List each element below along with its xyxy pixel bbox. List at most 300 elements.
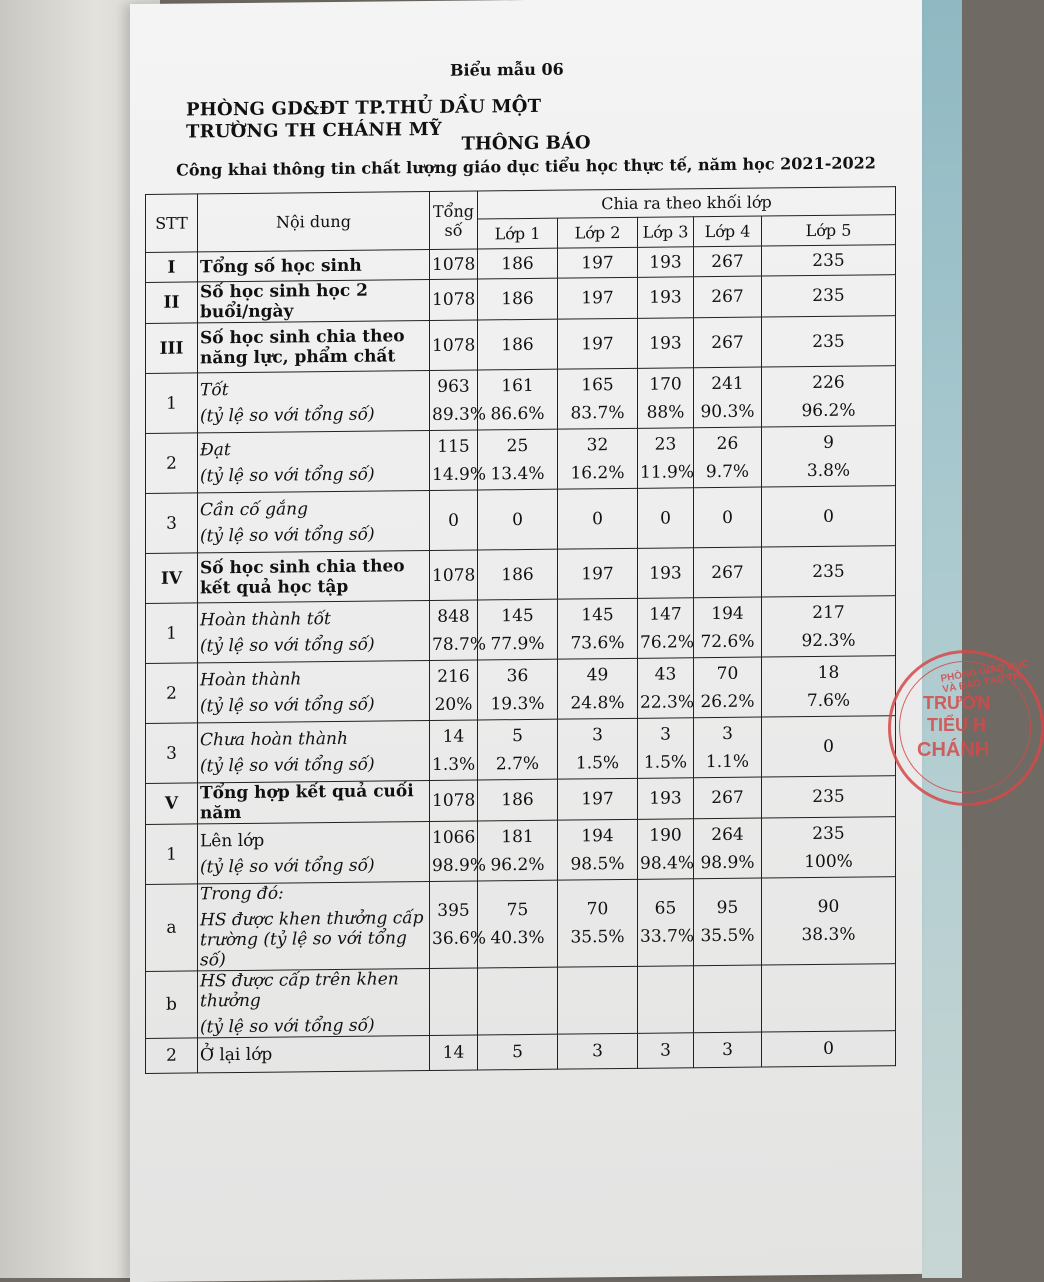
table-row	[146, 366, 896, 434]
row-label: HS được cấp trên khen thưởng	[200, 969, 427, 1011]
row-stt: IV	[146, 553, 198, 604]
cell-value: 70	[696, 663, 759, 684]
row-grade-value	[694, 367, 762, 428]
cell-value: 0	[764, 1038, 893, 1059]
row-note: (tỷ lệ so với tổng số)	[200, 694, 427, 716]
row-content	[198, 661, 430, 723]
row-grade-value	[638, 718, 694, 779]
row-total	[430, 720, 478, 781]
cell-value: 267	[696, 251, 759, 272]
row-grade-value	[558, 658, 638, 719]
header-grade: Lớp 3	[638, 217, 694, 248]
cell-value: 165	[560, 374, 635, 395]
header-group: Chia ra theo khối lớp	[478, 187, 896, 219]
cell-value: 3	[560, 724, 635, 745]
row-grade-value	[762, 877, 896, 965]
cell-value: 14	[432, 726, 475, 746]
row-grade-value	[762, 546, 896, 597]
row-grade-value	[478, 880, 558, 968]
cell-value: 161	[480, 375, 555, 396]
cell-percent: 35.5%	[696, 926, 759, 947]
row-grade-value	[694, 818, 762, 879]
row-grade-value	[558, 819, 638, 880]
cell-value: 90	[764, 896, 893, 917]
cell-value: 235	[764, 823, 893, 844]
cell-value: 1078	[432, 290, 475, 310]
row-grade-value	[638, 318, 694, 369]
org-school: TRƯỜNG TH CHÁNH MỸ	[186, 119, 442, 143]
cell-value: 145	[480, 605, 555, 626]
cell-value: 1078	[432, 335, 475, 355]
cell-percent: 13.4%	[480, 463, 555, 484]
cell-value: 1066	[432, 827, 475, 847]
row-content	[198, 1036, 430, 1073]
cell-value: 186	[480, 289, 555, 310]
row-stt: 1	[146, 603, 198, 664]
cell-value: 197	[560, 563, 635, 584]
row-grade-value	[558, 368, 638, 429]
form-code: Biểu mẫu 06	[450, 60, 564, 80]
cell-value: 95	[696, 898, 759, 919]
row-grade-value	[478, 369, 558, 430]
row-content	[198, 321, 430, 373]
row-grade-value	[694, 547, 762, 598]
document-page	[130, 0, 922, 1282]
cell-value: 0	[764, 736, 893, 757]
cell-value: 3	[696, 723, 759, 744]
cell-value: 395	[432, 901, 475, 921]
row-stt: 2	[146, 433, 198, 494]
cell-value: 36	[480, 665, 555, 686]
row-total	[430, 550, 478, 601]
row-total	[430, 881, 478, 969]
header-stt: STT	[146, 194, 198, 253]
table-body	[146, 245, 896, 1074]
row-grade-value	[762, 776, 896, 818]
cell-value: 235	[764, 250, 893, 271]
cell-value: 197	[560, 333, 635, 354]
table-row	[146, 817, 896, 885]
desk-background	[922, 0, 962, 1278]
cell-percent: 96.2%	[764, 400, 893, 421]
row-grade-value	[478, 599, 558, 660]
cell-percent: 24.8%	[560, 692, 635, 713]
quality-table	[145, 186, 896, 1074]
table-row	[146, 596, 896, 664]
row-total	[430, 430, 478, 491]
row-grade-value	[694, 487, 762, 548]
row-note: (tỷ lệ so với tổng số)	[200, 524, 427, 546]
cell-value	[764, 997, 893, 998]
row-grade-value	[478, 278, 558, 320]
cell-value: 145	[560, 604, 635, 625]
row-grade-value	[638, 247, 694, 278]
row-content	[198, 551, 430, 603]
cell-percent: 1.5%	[640, 752, 691, 773]
table-row	[146, 716, 896, 784]
cell-value: 1078	[432, 254, 475, 274]
cell-value: 963	[432, 376, 475, 396]
table-row	[146, 316, 896, 374]
cell-percent: 78.7%	[432, 634, 475, 654]
cell-value: 14	[432, 1043, 475, 1063]
cell-percent: 1.1%	[696, 751, 759, 772]
table-row	[146, 426, 896, 494]
cell-value: 0	[764, 506, 893, 527]
row-content	[198, 371, 430, 433]
cell-value: 23	[640, 434, 691, 455]
row-grade-value	[762, 316, 896, 367]
cell-percent: 19.3%	[480, 693, 555, 714]
cell-value	[560, 1000, 635, 1001]
cell-percent: 14.9%	[432, 464, 475, 484]
stamp-line: TRƯỜN	[923, 693, 990, 714]
page-title: THÔNG BÁO	[130, 129, 922, 158]
row-grade-value	[762, 964, 896, 1032]
row-label: Số học sinh chia theo kết quả học tập	[200, 556, 427, 598]
row-total	[430, 1035, 478, 1071]
cell-value: 193	[640, 287, 691, 308]
cell-value: 264	[696, 824, 759, 845]
row-total	[430, 279, 478, 321]
row-grade-value	[478, 659, 558, 720]
row-grade-value	[694, 246, 762, 277]
row-grade-value	[558, 1033, 638, 1069]
cell-value: 0	[480, 509, 555, 530]
cell-value: 267	[696, 332, 759, 353]
row-grade-value	[558, 966, 638, 1034]
cell-value: 190	[640, 825, 691, 846]
cell-percent: 7.6%	[764, 690, 893, 711]
header-grade: Lớp 2	[558, 217, 638, 248]
row-grade-value	[558, 879, 638, 967]
cell-value	[640, 999, 691, 1000]
row-grade-value	[638, 966, 694, 1034]
cell-value: 193	[640, 563, 691, 584]
cell-percent: 98.9%	[696, 852, 759, 873]
row-content	[198, 431, 430, 493]
cell-value: 241	[696, 373, 759, 394]
cell-value: 197	[560, 252, 635, 273]
row-stt: b	[146, 971, 198, 1039]
cell-value: 186	[480, 564, 555, 585]
cell-value: 1078	[432, 791, 475, 811]
cell-value: 197	[560, 789, 635, 810]
org-department: PHÒNG GD&ĐT TP.THỦ DẦU MỘT	[186, 96, 541, 121]
header-content: Nội dung	[198, 192, 430, 252]
cell-value: 0	[640, 508, 691, 529]
cell-percent: 76.2%	[640, 632, 691, 653]
row-grade-value	[762, 1031, 896, 1067]
cell-value: 9	[764, 432, 893, 453]
cell-percent: 11.9%	[640, 462, 691, 483]
row-grade-value	[762, 426, 896, 487]
row-grade-value	[558, 428, 638, 489]
row-grade-value	[762, 366, 896, 427]
cell-value: 115	[432, 436, 475, 456]
row-total	[430, 490, 478, 551]
row-content	[198, 280, 430, 323]
cell-value: 197	[560, 288, 635, 309]
cell-value: 193	[640, 333, 691, 354]
cell-value: 186	[480, 253, 555, 274]
row-note: (tỷ lệ so với tổng số)	[200, 855, 427, 877]
cell-value: 267	[696, 562, 759, 583]
cell-percent: 98.5%	[560, 853, 635, 874]
cell-value: 18	[764, 662, 893, 683]
cell-percent: 96.2%	[480, 854, 555, 875]
row-stt: 2	[146, 663, 198, 724]
cell-percent: 38.3%	[764, 924, 893, 945]
cell-percent: 33.7%	[640, 926, 691, 947]
row-grade-value	[762, 486, 896, 547]
row-label: Đạt	[200, 438, 427, 460]
row-label: Tổng số học sinh	[200, 255, 427, 277]
row-grade-value	[478, 549, 558, 600]
cell-percent: 22.3%	[640, 692, 691, 713]
row-grade-value	[638, 488, 694, 549]
cell-percent: 1.5%	[560, 752, 635, 773]
row-grade-value	[558, 548, 638, 599]
row-grade-value	[558, 778, 638, 820]
cell-value: 147	[640, 604, 691, 625]
row-grade-value	[558, 488, 638, 549]
row-grade-value	[638, 658, 694, 719]
cell-value: 32	[560, 434, 635, 455]
row-label: Lên lớp	[200, 829, 427, 851]
cell-value: 194	[696, 603, 759, 624]
row-grade-value	[478, 429, 558, 490]
row-grade-value	[638, 819, 694, 880]
row-content	[198, 721, 430, 783]
row-note: (tỷ lệ so với tổng số)	[200, 754, 427, 776]
row-total	[430, 968, 478, 1036]
row-content	[198, 491, 430, 553]
cell-percent: 72.6%	[696, 631, 759, 652]
row-grade-value	[478, 1034, 558, 1070]
row-label: Hoàn thành	[200, 668, 427, 690]
row-grade-value	[694, 427, 762, 488]
cell-value: 3	[640, 1040, 691, 1061]
row-total	[430, 660, 478, 721]
table-row	[146, 546, 896, 604]
cell-value: 65	[640, 898, 691, 919]
table-row	[146, 877, 896, 972]
cell-value: 0	[560, 508, 635, 529]
row-total	[430, 600, 478, 661]
cell-value: 75	[480, 900, 555, 921]
row-stt: 1	[146, 824, 198, 885]
cell-value: 235	[764, 561, 893, 582]
row-grade-value	[762, 245, 896, 276]
row-label: Chưa hoàn thành	[200, 728, 427, 750]
header-grade: Lớp 5	[762, 215, 896, 246]
cell-value: 193	[640, 252, 691, 273]
row-content	[198, 781, 430, 824]
row-total	[430, 780, 478, 822]
row-stt: 3	[146, 493, 198, 554]
cell-value: 194	[560, 825, 635, 846]
cell-value: 3	[640, 724, 691, 745]
row-grade-value	[638, 598, 694, 659]
row-content	[198, 250, 430, 282]
row-total	[430, 370, 478, 431]
row-grade-value	[478, 489, 558, 550]
row-stt: I	[146, 252, 198, 283]
table-row	[146, 656, 896, 724]
cell-value: 0	[432, 510, 475, 530]
row-grade-value	[638, 277, 694, 319]
cell-value: 186	[480, 334, 555, 355]
row-note: (tỷ lệ so với tổng số)	[200, 464, 427, 486]
row-note: (tỷ lệ so với tổng số)	[200, 1015, 427, 1037]
cell-value: 216	[432, 666, 475, 686]
cell-percent: 83.7%	[560, 402, 635, 423]
row-content	[198, 601, 430, 663]
table-row	[146, 1031, 896, 1074]
row-content	[198, 822, 430, 884]
cell-percent: 2.7%	[480, 753, 555, 774]
row-note: HS được khen thưởng cấp trường (tỷ lệ so với tổng số)	[200, 908, 427, 970]
header-total: Tổng số	[430, 191, 478, 250]
cell-percent: 26.2%	[696, 691, 759, 712]
row-grade-value	[638, 778, 694, 820]
cell-value: 235	[764, 331, 893, 352]
stamp-line: TIỂU H	[927, 715, 986, 736]
cell-value: 226	[764, 372, 893, 393]
row-label: Tổng hợp kết quả cuối năm	[200, 781, 427, 823]
cell-value: 5	[480, 725, 555, 746]
row-grade-value	[478, 319, 558, 370]
cell-value: 0	[696, 507, 759, 528]
row-grade-value	[694, 965, 762, 1033]
row-grade-value	[694, 777, 762, 819]
row-grade-value	[762, 716, 896, 777]
row-total	[430, 249, 478, 280]
row-grade-value	[694, 717, 762, 778]
cell-value: 5	[480, 1042, 555, 1063]
row-grade-value	[558, 718, 638, 779]
row-label: Ở lại lớp	[200, 1043, 427, 1065]
row-grade-value	[762, 656, 896, 717]
cell-percent: 16.2%	[560, 462, 635, 483]
cell-percent: 90.3%	[696, 401, 759, 422]
cell-value: 267	[696, 788, 759, 809]
cell-value: 1078	[432, 565, 475, 585]
cell-percent: 20%	[432, 694, 475, 714]
row-grade-value	[762, 596, 896, 657]
row-total	[430, 320, 478, 371]
cell-percent: 77.9%	[480, 633, 555, 654]
row-grade-value	[694, 276, 762, 318]
stamp-arc-text: PHÒNG GIÁO DỤC VÀ ĐÀO TẠO TP.	[940, 656, 1042, 695]
cell-percent: 1.3%	[432, 754, 475, 774]
row-grade-value	[478, 820, 558, 881]
cell-value: 235	[764, 285, 893, 306]
cell-value: 43	[640, 664, 691, 685]
row-stt: 2	[146, 1038, 198, 1074]
cell-value: 193	[640, 788, 691, 809]
header-grade: Lớp 4	[694, 216, 762, 247]
row-grade-value	[762, 817, 896, 878]
row-grade-value	[694, 1032, 762, 1068]
row-grade-value	[558, 247, 638, 278]
cell-value: 848	[432, 606, 475, 626]
cell-percent: 92.3%	[764, 630, 893, 651]
cell-percent: 98.9%	[432, 855, 475, 875]
row-stt: II	[146, 282, 198, 324]
row-note: (tỷ lệ so với tổng số)	[200, 404, 427, 426]
row-grade-value	[694, 657, 762, 718]
cell-percent: 9.7%	[696, 461, 759, 482]
cell-percent: 73.6%	[560, 632, 635, 653]
cell-value: 70	[560, 899, 635, 920]
cell-percent: 100%	[764, 851, 893, 872]
cell-percent: 88%	[640, 402, 691, 423]
cell-percent: 40.3%	[480, 928, 555, 949]
cell-percent: 86.6%	[480, 403, 555, 424]
row-grade-value	[558, 318, 638, 369]
cell-percent: 89.3%	[432, 404, 475, 424]
row-stt: V	[146, 783, 198, 825]
row-stt: a	[146, 884, 198, 972]
row-grade-value	[694, 317, 762, 368]
table-row	[146, 964, 896, 1039]
row-content	[198, 882, 430, 971]
table-row	[146, 486, 896, 554]
row-grade-value	[478, 719, 558, 780]
cell-value: 49	[560, 664, 635, 685]
row-grade-value	[638, 879, 694, 967]
row-grade-value	[478, 248, 558, 279]
row-stt: III	[146, 323, 198, 374]
row-stt: 1	[146, 373, 198, 434]
row-stt: 3	[146, 723, 198, 784]
cell-value: 217	[764, 602, 893, 623]
cell-percent: 98.4%	[640, 853, 691, 874]
cell-value: 267	[696, 287, 759, 308]
row-grade-value	[558, 277, 638, 319]
row-note: (tỷ lệ so với tổng số)	[200, 634, 427, 656]
row-label: Số học sinh học 2 buổi/ngày	[200, 280, 427, 322]
row-grade-value	[558, 598, 638, 659]
row-grade-value	[638, 1033, 694, 1069]
stamp-line: CHÁNH	[917, 739, 989, 762]
row-grade-value	[694, 878, 762, 966]
cell-value: 3	[696, 1040, 759, 1061]
cell-value	[480, 1001, 555, 1002]
cell-value: 235	[764, 786, 893, 807]
row-label: Trong đó:	[200, 882, 427, 904]
cell-percent: 36.6%	[432, 929, 475, 949]
row-grade-value	[638, 368, 694, 429]
cell-value: 181	[480, 826, 555, 847]
row-label: Tốt	[200, 378, 427, 400]
cell-percent: 35.5%	[560, 927, 635, 948]
row-grade-value	[638, 548, 694, 599]
page-subtitle: Công khai thông tin chất lượng giáo dục tiểu học thực tế, năm học 2021-2022	[130, 153, 922, 180]
row-total	[430, 821, 478, 882]
row-grade-value	[638, 428, 694, 489]
cell-value	[696, 999, 759, 1000]
row-grade-value	[762, 275, 896, 317]
row-grade-value	[478, 967, 558, 1035]
row-grade-value	[694, 597, 762, 658]
row-grade-value	[478, 779, 558, 821]
row-label: Cần cố gắng	[200, 498, 427, 520]
header-grade: Lớp 1	[478, 218, 558, 249]
cell-value: 170	[640, 374, 691, 395]
